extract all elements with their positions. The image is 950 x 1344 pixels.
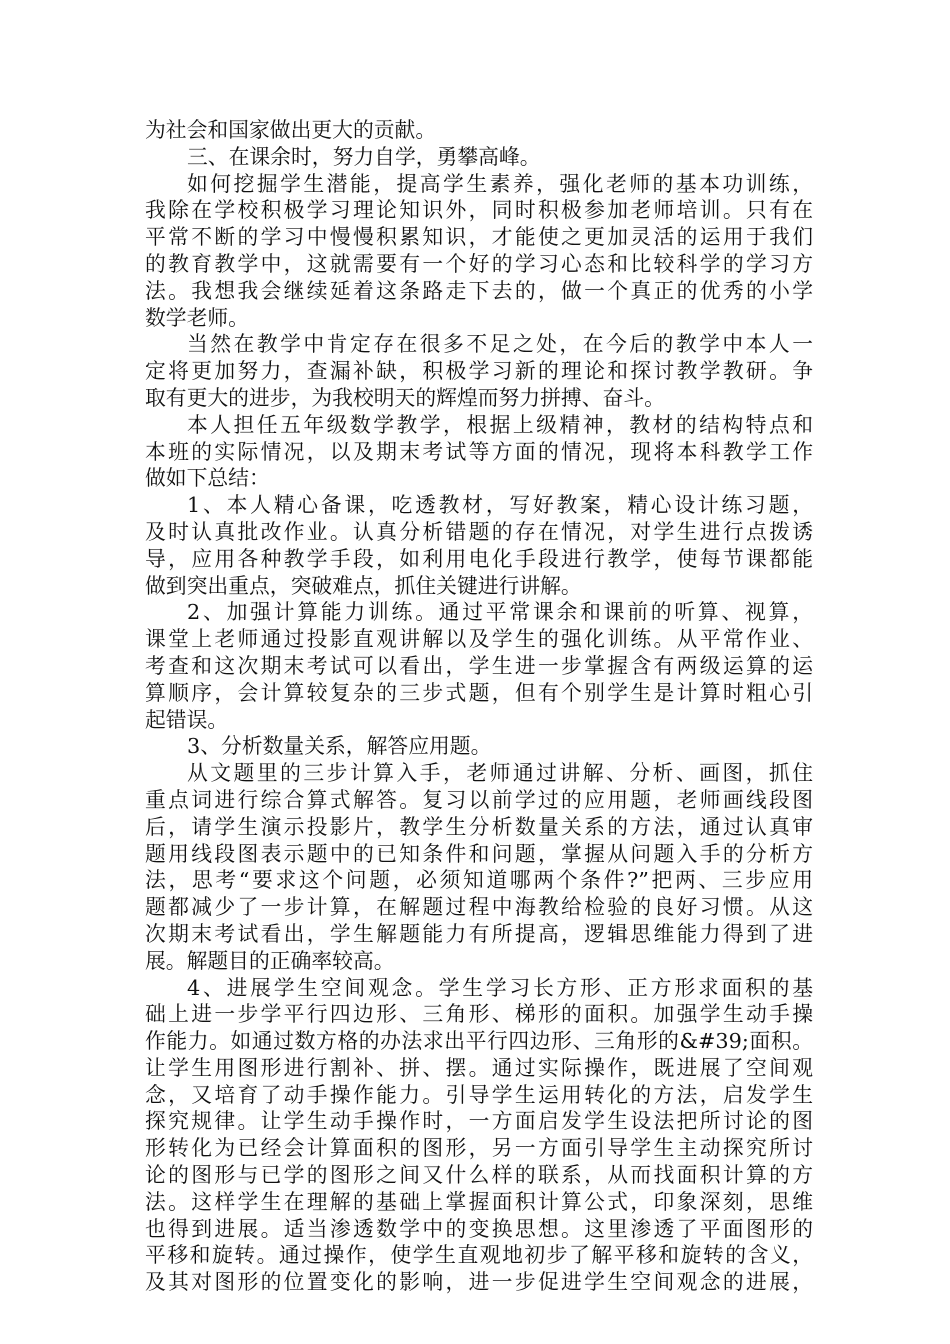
text-line: 重点词进行综合算式解答。复习以前学过的应用题，老师画线段图 — [145, 787, 813, 812]
text-line: 础上进一步学平行四边形、三角形、梯形的面积。加强学生动手操 — [145, 1002, 813, 1027]
numbered-item-2: 2、加强计算能力训练。通过平常课余和课前的听算、视算， — [187, 600, 813, 625]
text-line: 展。解题目的正确率较高。 — [145, 948, 395, 973]
text-line: 后，请学生演示投影片，教学生分析数量关系的方法，通过认真审 — [145, 814, 813, 839]
text-line: 题都减少了一步计算，在解题过程中海教给检验的良好习惯。从这 — [145, 895, 813, 920]
text-line: 数学老师。 — [145, 305, 249, 330]
text-line: 定将更加努力，查漏补缺，积极学习新的理论和探讨教学教研。争 — [145, 359, 813, 384]
text-line: 探究规律。让学生动手操作时，一方面启发学生设法把所讨论的图 — [145, 1109, 813, 1134]
text-line: 我除在学校积极学习理论知识外，同时积极参加老师培训。只有在 — [145, 198, 813, 223]
text-line: 形转化为已经会计算面积的图形，另一方面引导学生主动探究所讨 — [145, 1136, 813, 1161]
text-line: 当然在教学中肯定存在很多不足之处，在今后的教学中本人一 — [187, 332, 813, 357]
text-line: 做如下总结： — [145, 466, 270, 491]
text-line: 也得到进展。适当渗透数学中的变换思想。这里渗透了平面图形的 — [145, 1216, 813, 1241]
text-line: 次期末考试看出，学生解题能力有所提高，逻辑思维能力得到了进 — [145, 921, 813, 946]
text-line: 作能力。如通过数方格的办法求出平行四边形、三角形的&#39;面积。 — [145, 1029, 813, 1054]
section-heading: 三、在课余时，努力自学，勇攀高峰。 — [187, 144, 541, 169]
numbered-item-3: 3、分析数量关系，解答应用题。 — [187, 734, 492, 759]
text-line: 导，应用各种教学手段，如利用电化手段进行教学，使每节课都能 — [145, 546, 813, 571]
text-line: 为社会和国家做出更大的贡献。 — [145, 118, 437, 142]
text-line: 如何挖掘学生潜能，提高学生素养，强化老师的基本功训练， — [187, 171, 813, 196]
numbered-item-1: 1、本人精心备课，吃透教材，写好教案，精心设计练习题， — [187, 493, 813, 518]
text-line: 的教育教学中，这就需要有一个好的学习心态和比较科学的学习方 — [145, 251, 813, 276]
numbered-item-4: 4、进展学生空间观念。学生学习长方形、正方形求面积的基 — [187, 975, 813, 1000]
text-line: 本班的实际情况，以及期末考试等方面的情况，现将本科教学工作 — [145, 439, 813, 464]
text-line: 论的图形与已学的图形之间又什么样的联系，从而找面积计算的方 — [145, 1163, 813, 1188]
text-line: 念，又培育了动手操作能力。引导学生运用转化的方法，启发学生 — [145, 1082, 813, 1107]
text-line: 课堂上老师通过投影直观讲解以及学生的强化训练。从平常作业、 — [145, 627, 813, 652]
text-line: 做到突出重点，突破难点，抓住关键进行讲解。 — [145, 573, 582, 598]
text-line: 法。这样学生在理解的基础上掌握面积计算公式，印象深刻，思维 — [145, 1189, 813, 1214]
document-body — [145, 117, 813, 1296]
text-line: 平常不断的学习中慢慢积累知识，才能使之更加灵活的运用于我们 — [145, 225, 813, 250]
text-line: 法。我想我会继续延着这条路走下去的，做一个真正的优秀的小学 — [145, 278, 813, 303]
text-line: 取有更大的进步，为我校明天的辉煌而努力拼搏、奋斗。 — [145, 385, 665, 410]
text-line: 起错误。 — [145, 707, 229, 732]
text-line: 考查和这次期末考试可以看出，学生进一步掌握含有两级运算的运 — [145, 653, 813, 678]
text-line: 及其对图形的位置变化的影响，进一步促进学生空间观念的进展， — [145, 1270, 813, 1295]
text-line: 让学生用图形进行割补、拼、摆。通过实际操作，既进展了空间观 — [145, 1055, 813, 1080]
text-line: 算顺序，会计算较复杂的三步式题，但有个别学生是计算时粗心引 — [145, 680, 813, 705]
text-line: 题用线段图表示题中的已知条件和问题，掌握从问题入手的分析方 — [145, 841, 813, 866]
text-line: 平移和旋转。通过操作，使学生直观地初步了解平移和旋转的含义， — [145, 1243, 813, 1268]
text-line: 法，思考“要求这个问题，必须知道哪两个条件?”把两、三步应用 — [145, 868, 813, 893]
text-line: 及时认真批改作业。认真分析错题的存在情况，对学生进行点拨诱 — [145, 519, 813, 544]
text-line: 从文题里的三步计算入手，老师通过讲解、分析、画图，抓住 — [187, 761, 813, 786]
text-line: 本人担任五年级数学教学，根据上级精神，教材的结构特点和 — [187, 412, 813, 437]
